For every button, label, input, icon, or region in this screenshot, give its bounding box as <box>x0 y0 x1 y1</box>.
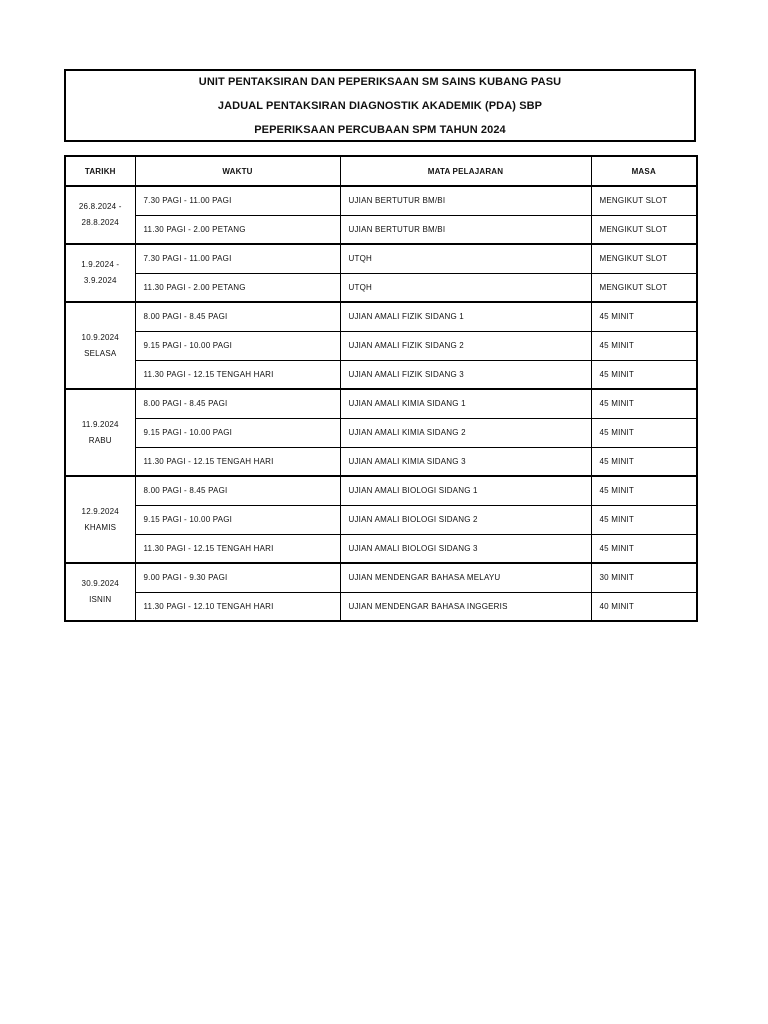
duration-cell: 45 MINIT <box>591 505 697 534</box>
time-cell: 9.15 PAGI - 10.00 PAGI <box>135 505 340 534</box>
date-line: RABU <box>88 435 112 445</box>
duration-cell: 45 MINIT <box>591 476 697 505</box>
table-row <box>65 476 697 505</box>
date-line: 30.9.2024 <box>81 579 119 588</box>
table-row <box>65 273 697 302</box>
duration-cell: MENGIKUT SLOT <box>591 215 697 244</box>
subject-cell: UJIAN MENDENGAR BAHASA INGGERIS <box>340 592 591 621</box>
date-line: 10.9.2024 <box>81 332 119 342</box>
date-line: ISNIN <box>89 595 112 604</box>
duration-cell: MENGIKUT SLOT <box>591 273 697 302</box>
subject-cell: UJIAN AMALI KIMIA SIDANG 3 <box>340 447 591 476</box>
subject-cell: UJIAN MENDENGAR BAHASA MELAYU <box>340 563 591 592</box>
time-cell: 11.30 PAGI - 12.15 TENGAH HARI <box>135 360 340 389</box>
subject-cell: UJIAN AMALI KIMIA SIDANG 2 <box>340 418 591 447</box>
subject-cell: UJIAN AMALI FIZIK SIDANG 3 <box>340 360 591 389</box>
date-cell <box>65 476 135 563</box>
table-row <box>65 563 697 592</box>
date-line: 3.9.2024 <box>83 276 117 285</box>
column-header-tarikh: TARIKH <box>65 156 135 186</box>
subject-cell: UTQH <box>340 273 591 302</box>
subject-cell: UJIAN AMALI FIZIK SIDANG 2 <box>340 331 591 360</box>
schedule-table <box>64 155 698 622</box>
subject-cell: UJIAN AMALI BIOLOGI SIDANG 1 <box>340 476 591 505</box>
date-cell <box>65 186 135 244</box>
time-cell: 8.00 PAGI - 8.45 PAGI <box>135 302 340 331</box>
table-row <box>65 592 697 621</box>
subject-cell: UJIAN AMALI FIZIK SIDANG 1 <box>340 302 591 331</box>
table-row <box>65 360 697 389</box>
table-row <box>65 215 697 244</box>
time-cell: 11.30 PAGI - 12.10 TENGAH HARI <box>135 592 340 621</box>
table-row <box>65 447 697 476</box>
table-row <box>65 186 697 215</box>
duration-cell: 40 MINIT <box>591 592 697 621</box>
table-row <box>65 302 697 331</box>
column-header-mata-pelajaran: MATA PELAJARAN <box>340 156 591 186</box>
duration-cell: 45 MINIT <box>591 331 697 360</box>
date-line: SELASA <box>84 348 117 358</box>
time-cell: 11.30 PAGI - 12.15 TENGAH HARI <box>135 534 340 563</box>
date-cell <box>65 563 135 621</box>
table-row <box>65 389 697 418</box>
subject-cell: UJIAN BERTUTUR BM/BI <box>340 186 591 215</box>
subject-cell: UJIAN BERTUTUR BM/BI <box>340 215 591 244</box>
time-cell: 8.00 PAGI - 8.45 PAGI <box>135 476 340 505</box>
duration-cell: MENGIKUT SLOT <box>591 244 697 273</box>
date-line: 28.8.2024 <box>81 218 119 227</box>
date-cell <box>65 389 135 476</box>
date-cell <box>65 244 135 302</box>
table-row <box>65 418 697 447</box>
duration-cell: MENGIKUT SLOT <box>591 186 697 215</box>
time-cell: 9.15 PAGI - 10.00 PAGI <box>135 331 340 360</box>
table-header-row <box>65 156 697 186</box>
table-row <box>65 331 697 360</box>
date-line: 11.9.2024 <box>81 419 119 429</box>
time-cell: 8.00 PAGI - 8.45 PAGI <box>135 389 340 418</box>
duration-cell: 45 MINIT <box>591 447 697 476</box>
column-header-masa: MASA <box>591 156 697 186</box>
subject-cell: UJIAN AMALI KIMIA SIDANG 1 <box>340 389 591 418</box>
duration-cell: 45 MINIT <box>591 302 697 331</box>
duration-cell: 45 MINIT <box>591 360 697 389</box>
subject-cell: UTQH <box>340 244 591 273</box>
date-line: 1.9.2024 - <box>81 260 120 269</box>
time-cell: 7.30 PAGI - 11.00 PAGI <box>135 186 340 215</box>
date-line: KHAMIS <box>84 522 117 532</box>
time-cell: 11.30 PAGI - 2.00 PETANG <box>135 215 340 244</box>
column-header-waktu: WAKTU <box>135 156 340 186</box>
time-cell: 11.30 PAGI - 12.15 TENGAH HARI <box>135 447 340 476</box>
time-cell: 9.00 PAGI - 9.30 PAGI <box>135 563 340 592</box>
table-row <box>65 244 697 273</box>
header-title-line-3: PEPERIKSAAN PERCUBAAN SPM TAHUN 2024 <box>254 123 506 136</box>
date-line: 26.8.2024 - <box>78 202 122 211</box>
table-row <box>65 534 697 563</box>
date-line: 12.9.2024 <box>81 506 119 516</box>
schedule-body <box>65 186 697 621</box>
header-title-line-1: UNIT PENTAKSIRAN DAN PEPERIKSAAN SM SAINS KUBANG PASU <box>198 75 562 88</box>
document-header <box>64 69 696 142</box>
header-title-line-2: JADUAL PENTAKSIRAN DIAGNOSTIK AKADEMIK (PDA) SBP <box>217 99 543 112</box>
date-cell <box>65 302 135 389</box>
subject-cell: UJIAN AMALI BIOLOGI SIDANG 3 <box>340 534 591 563</box>
duration-cell: 45 MINIT <box>591 418 697 447</box>
duration-cell: 30 MINIT <box>591 563 697 592</box>
duration-cell: 45 MINIT <box>591 534 697 563</box>
time-cell: 11.30 PAGI - 2.00 PETANG <box>135 273 340 302</box>
subject-cell: UJIAN AMALI BIOLOGI SIDANG 2 <box>340 505 591 534</box>
time-cell: 9.15 PAGI - 10.00 PAGI <box>135 418 340 447</box>
time-cell: 7.30 PAGI - 11.00 PAGI <box>135 244 340 273</box>
table-row <box>65 505 697 534</box>
duration-cell: 45 MINIT <box>591 389 697 418</box>
